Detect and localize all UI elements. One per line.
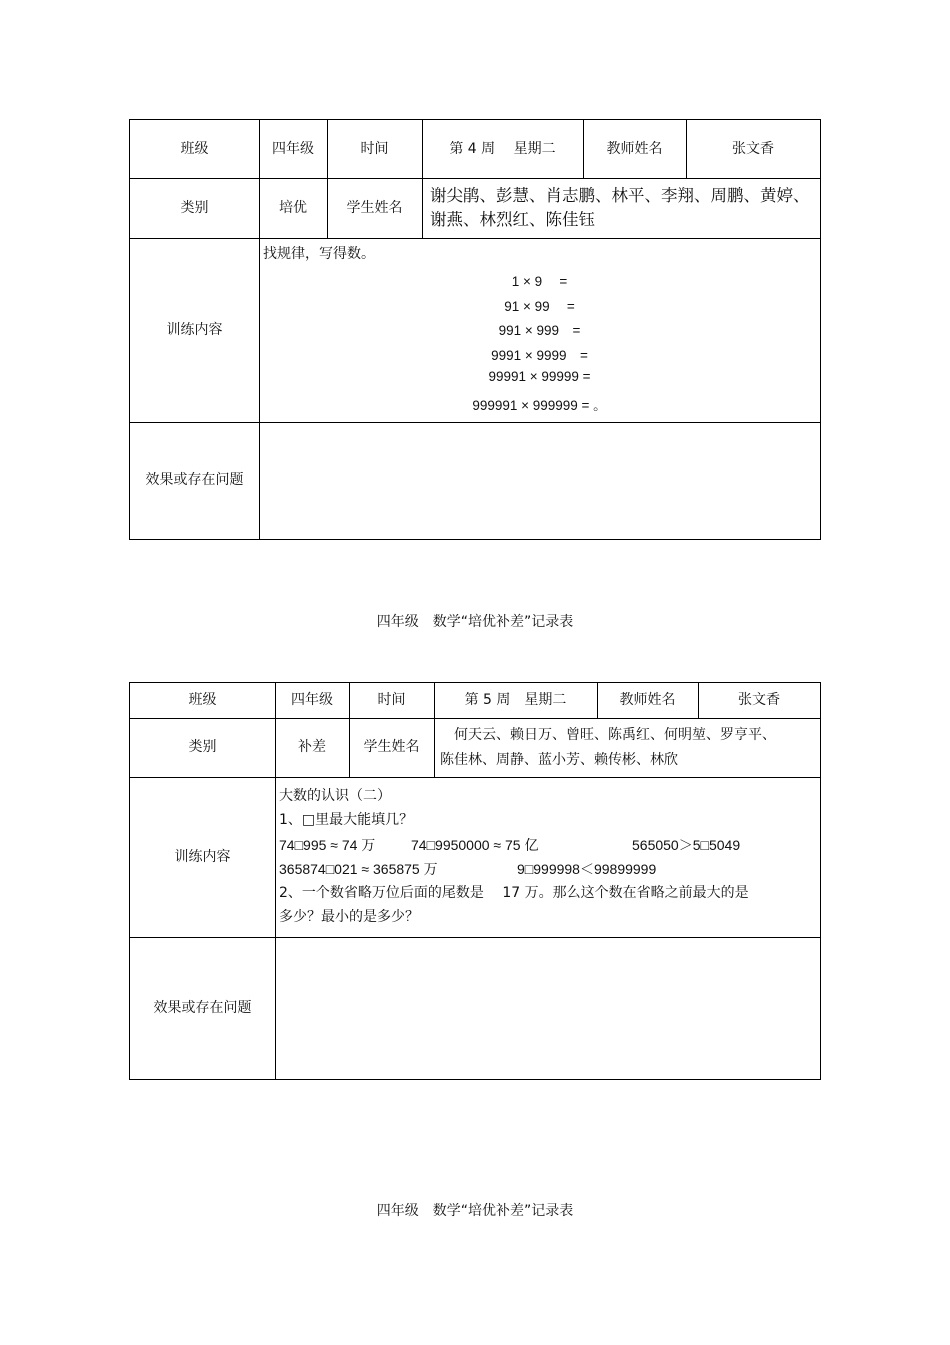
content-intro: 找规律，写得数。 (263, 246, 375, 262)
class-value: 四年级 (272, 140, 314, 157)
time-label: 时间 (360, 140, 389, 157)
content-label: 训练内容 (166, 321, 223, 338)
time-value: 第 5 周 星期二 (464, 692, 567, 709)
time-label: 时间 (377, 692, 406, 709)
time-value: 第 4 周 星期二 (449, 140, 556, 157)
students-label: 学生姓名 (346, 199, 403, 216)
equation: 9991 × 9999 = (491, 348, 588, 363)
question-2: 2、一个数省略万位后面的尾数是 17 万。那么这个数在省略之前最大的是 (279, 885, 749, 902)
teacher-value: 张文香 (738, 692, 780, 709)
category-value: 培优 (279, 199, 307, 216)
training-content (259, 238, 820, 422)
record-table-title: 四年级 数学“培优补差”记录表 (376, 614, 574, 630)
students-value: 何天云、赖日万、曾旺、陈禹红、何明堃、罗亨平、陈佳林、周静、蓝小芳、赖传彬、林欣 (440, 726, 776, 768)
content-title: 大数的认识（二） (279, 788, 391, 804)
content-label: 训练内容 (174, 848, 231, 865)
effect-label: 效果或存在问题 (145, 472, 244, 489)
question-1-items (279, 857, 816, 881)
question-2-cont: 多少？最小的是多少？ (279, 909, 419, 926)
equation: 1 × 9 = (511, 274, 568, 289)
teacher-label: 教师姓名 (619, 692, 676, 709)
class-value: 四年级 (291, 692, 333, 709)
students-label: 学生姓名 (363, 739, 420, 756)
question-1-item: 9□999998＜99899999 (517, 860, 657, 877)
question-1-item: 365874□021 ≈ 365875 万 (279, 860, 438, 877)
effect-value (275, 937, 820, 1079)
equation: 999991 × 999999 = 。 (472, 398, 607, 413)
question-1: 1、□里最大能填几？ (279, 812, 414, 829)
equation: 99991 × 99999 = (488, 369, 591, 384)
question-1-item: 565050＞5□5049 (632, 836, 741, 853)
record-table-week5 (129, 682, 821, 1080)
students-value: 谢尖鹃、彭慧、肖志鹏、林平、李翔、周鹏、黄婷、谢燕、林烈红、陈佳钰 (430, 186, 810, 229)
question-1-item: 74□9950000 ≈ 75 亿 (411, 836, 539, 853)
question-1-items (279, 833, 816, 857)
teacher-value: 张文香 (732, 140, 774, 157)
equation: 91 × 99 = (504, 299, 575, 314)
class-label: 班级 (188, 692, 217, 709)
effect-label: 效果或存在问题 (153, 999, 252, 1016)
record-table-title: 四年级 数学“培优补差”记录表 (376, 1203, 574, 1219)
equation: 991 × 999 = (498, 323, 581, 338)
training-content (275, 777, 820, 937)
category-label: 类别 (188, 739, 217, 756)
category-label: 类别 (180, 199, 209, 216)
teacher-label: 教师姓名 (606, 140, 663, 157)
question-1-item: 74□995 ≈ 74 万 (279, 836, 376, 853)
class-label: 班级 (180, 140, 209, 157)
effect-value (259, 422, 820, 539)
category-value: 补差 (298, 739, 326, 756)
record-table-week4 (129, 119, 821, 540)
